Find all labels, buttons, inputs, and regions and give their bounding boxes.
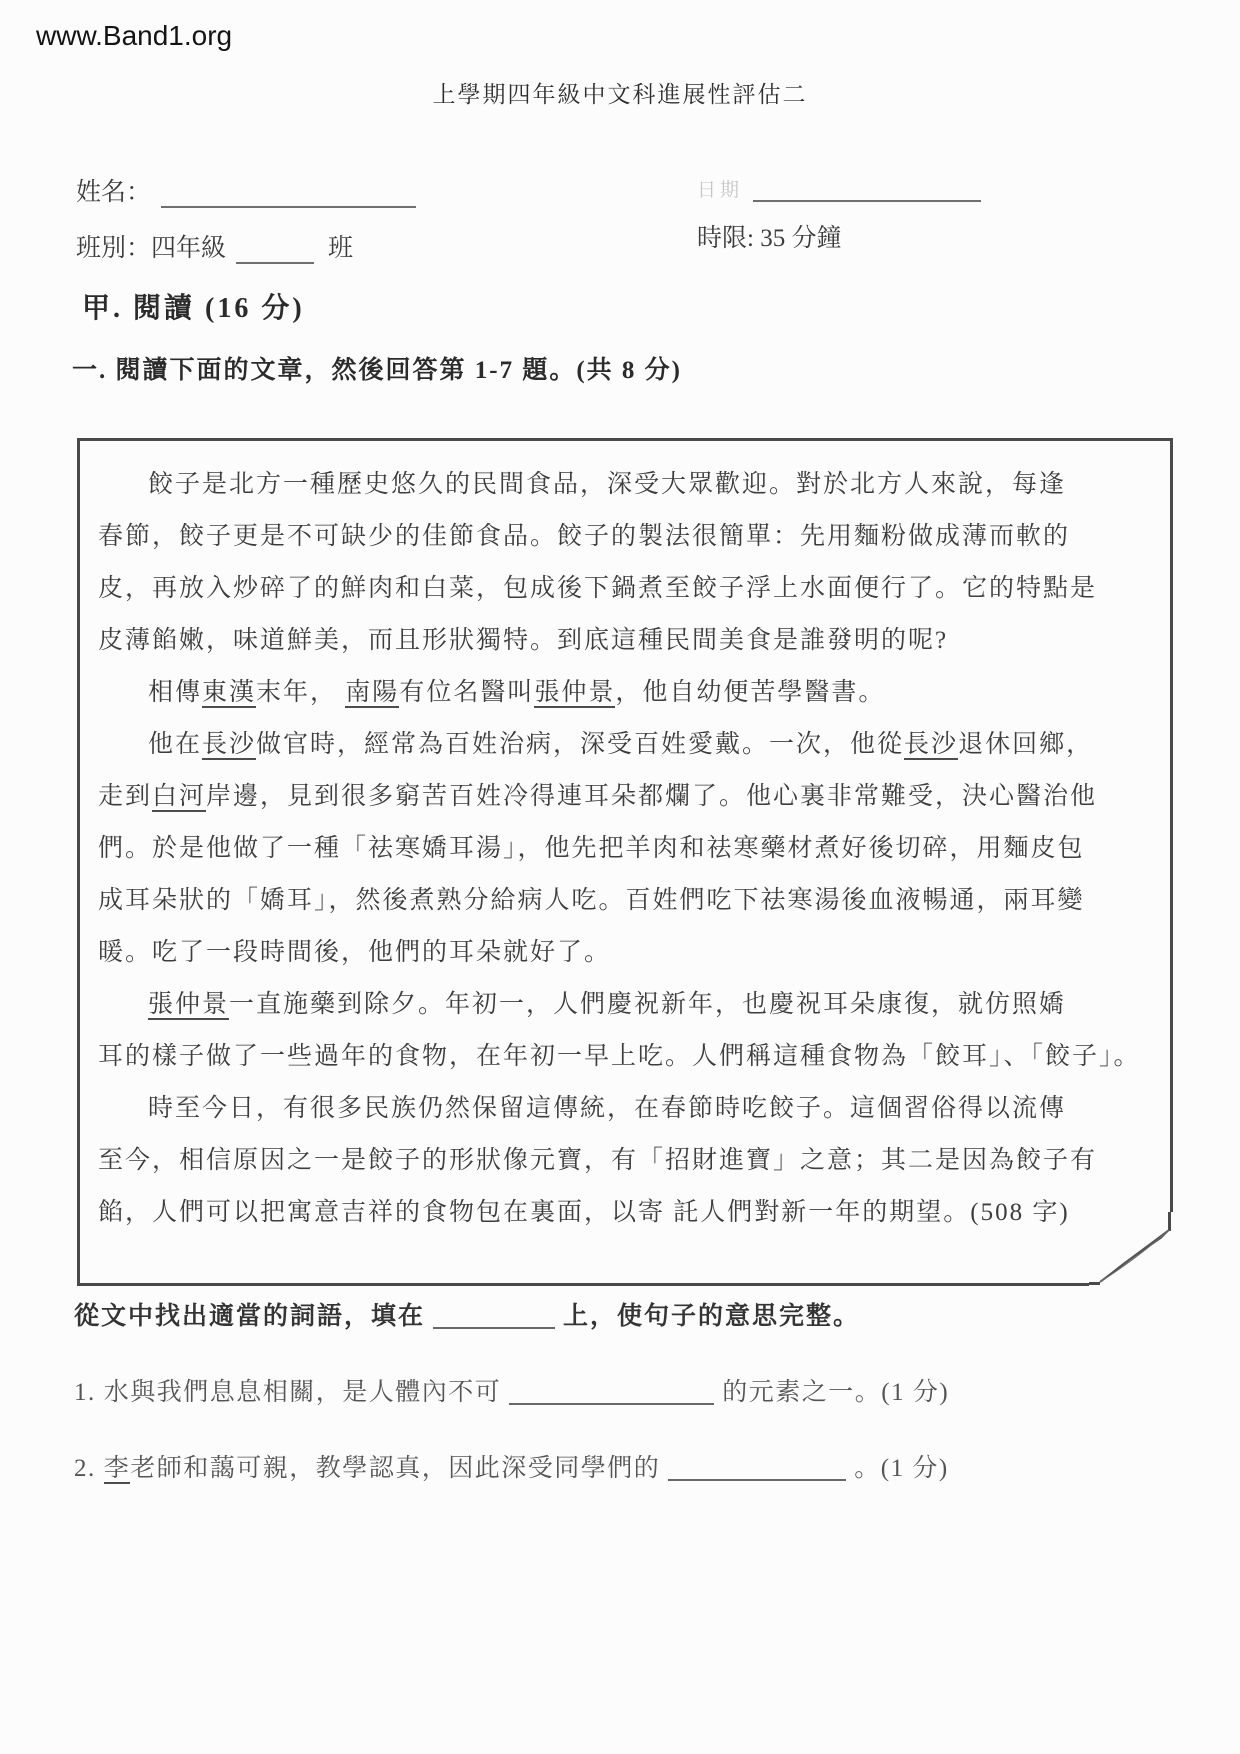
text-run: ，他自幼便苦學醫書。: [615, 679, 886, 706]
underlined-proper-noun: 長沙: [904, 731, 959, 758]
text-run: 上，使句子的意思完整。: [563, 1303, 861, 1330]
text-run: 他在: [148, 731, 203, 758]
fill-question: [74, 1372, 1194, 1408]
answer-blank[interactable]: [433, 1302, 555, 1330]
passage-line: [98, 563, 1168, 615]
text-run: 時至今日，有很多民族仍然保留這傳統，在春節時吃餃子。這個習俗得以流傳: [148, 1095, 1067, 1122]
questions: [74, 1372, 1194, 1484]
folded-corner-icon: [1089, 1212, 1173, 1286]
passage-line: [98, 979, 1168, 1031]
section-one-heading: 一. 閱讀下面的文章，然後回答第 1-7 題。(共 8 分): [72, 357, 682, 384]
answer-blank[interactable]: [509, 1378, 714, 1406]
name-input-line[interactable]: [161, 181, 416, 208]
text-run: 岸邊，見到很多窮苦百姓冷得連耳朵都爛了。他心裏非常難受，決心醫治他: [206, 783, 1098, 810]
question-number: 1.: [74, 1379, 96, 1406]
date-row: [697, 150, 981, 202]
text-run: 們。於是他做了一種「祛寒嬌耳湯」，他先把羊肉和祛寒藥材煮好後切碎，用麵皮包: [98, 835, 1085, 862]
date-label-faded: 日期: [697, 180, 744, 201]
site-watermark: www.Band1.org: [36, 20, 233, 51]
name-label: 姓名：: [76, 179, 152, 206]
text-run: 成耳朵狀的「嬌耳」，然後煮熟分給病人吃。百姓們吃下祛寒湯後血液暢通，兩耳變: [98, 887, 1085, 914]
passage-line: [98, 719, 1168, 771]
text-run: 餃子是北方一種歷史悠久的民間食品，深受大眾歡迎。對於北方人來說，每逢: [148, 471, 1067, 498]
text-run: 耳的樣子做了一些過年的食物，在年初一早上吃。人們稱這種食物為「餃耳」、「餃子」。: [98, 1043, 1141, 1070]
passage-line: [98, 771, 1168, 823]
underlined-proper-noun: 張仲景: [148, 991, 230, 1018]
underlined-proper-noun: 張仲景: [534, 679, 616, 706]
passage-line: [98, 1083, 1168, 1135]
text-run: 退休回鄉，: [958, 731, 1094, 758]
fill-question: [74, 1448, 1194, 1484]
underlined-proper-noun: 白河: [152, 783, 207, 810]
passage-line: [98, 1031, 1168, 1083]
time-limit-row: [697, 202, 981, 254]
passage-line: [98, 615, 1168, 667]
passage-line: [98, 1135, 1168, 1187]
student-info-block: [76, 152, 416, 264]
passage-line: [98, 459, 1168, 511]
text-run: 末年，: [256, 679, 346, 706]
text-run: 做官時，經常為百姓治病，深受百姓愛戴。一次，他從: [256, 731, 905, 758]
fill-in-section: [74, 1296, 1194, 1484]
question-number: 2.: [74, 1455, 96, 1482]
class-label: 班別：四年級: [76, 235, 227, 262]
name-row: [76, 152, 416, 208]
exam-info-block: [697, 150, 981, 254]
underlined-proper-noun: 李: [103, 1455, 131, 1482]
text-run: 水與我們息息相關，是人體內不可: [103, 1379, 502, 1406]
text-run: 。(1 分): [854, 1455, 949, 1482]
text-run: 暖。吃了一段時間後，他們的耳朵就好了。: [98, 939, 612, 966]
passage-line: [98, 511, 1168, 563]
passage-line: [98, 667, 1168, 719]
text-run: 從文中找出適當的詞語，填在: [74, 1303, 426, 1330]
reading-passage-box: [77, 438, 1173, 1286]
text-run: 一直施藥到除夕。年初一，人們慶祝新年，也慶祝耳朵康復，就仿照嬌: [229, 991, 1067, 1018]
answer-blank[interactable]: [668, 1454, 846, 1482]
text-run: 的元素之一。(1 分): [722, 1379, 950, 1406]
class-row: [76, 208, 416, 264]
passage-line: [98, 927, 1168, 979]
time-limit-label: 時限: 35 分鐘: [697, 225, 842, 252]
page-title: 上學期四年級中文科進展性評估二: [432, 82, 808, 107]
text-run: 餡，人們可以把寓意吉祥的食物包在裏面，以寄 託人們對新一年的期望。(508 字): [98, 1199, 1070, 1226]
passage-lines: [80, 441, 1170, 1239]
class-input-line[interactable]: [236, 237, 314, 264]
text-run: 老師和藹可親，教學認真，因此深受同學們的: [130, 1455, 661, 1482]
fill-instruction: [74, 1296, 1194, 1332]
underlined-proper-noun: 長沙: [202, 731, 257, 758]
text-run: 相傳: [148, 679, 203, 706]
passage-line: [98, 823, 1168, 875]
passage-line: [98, 1187, 1168, 1239]
class-suffix-label: 班: [328, 235, 354, 262]
text-run: 皮薄餡嫩，味道鮮美，而且形狀獨特。到底這種民間美食是誰發明的呢?: [98, 627, 949, 654]
text-run: 春節，餃子更是不可缺少的佳節食品。餃子的製法很簡單：先用麵粉做成薄而軟的: [98, 523, 1071, 550]
section-a-heading: 甲. 閱讀 (16 分): [82, 293, 305, 324]
text-run: 皮，再放入炒碎了的鮮肉和白菜，包成後下鍋煮至餃子浮上水面便行了。它的特點是: [98, 575, 1098, 602]
underlined-proper-noun: 東漢: [202, 679, 257, 706]
underlined-proper-noun: 南陽: [345, 679, 400, 706]
text-run: 至今，相信原因之一是餃子的形狀像元寶，有「招財進寶」之意；其二是因為餃子有: [98, 1147, 1098, 1174]
text-run: 走到: [98, 783, 153, 810]
date-input-line[interactable]: [753, 175, 981, 202]
passage-line: [98, 875, 1168, 927]
text-run: 有位名醫叫: [399, 679, 535, 706]
